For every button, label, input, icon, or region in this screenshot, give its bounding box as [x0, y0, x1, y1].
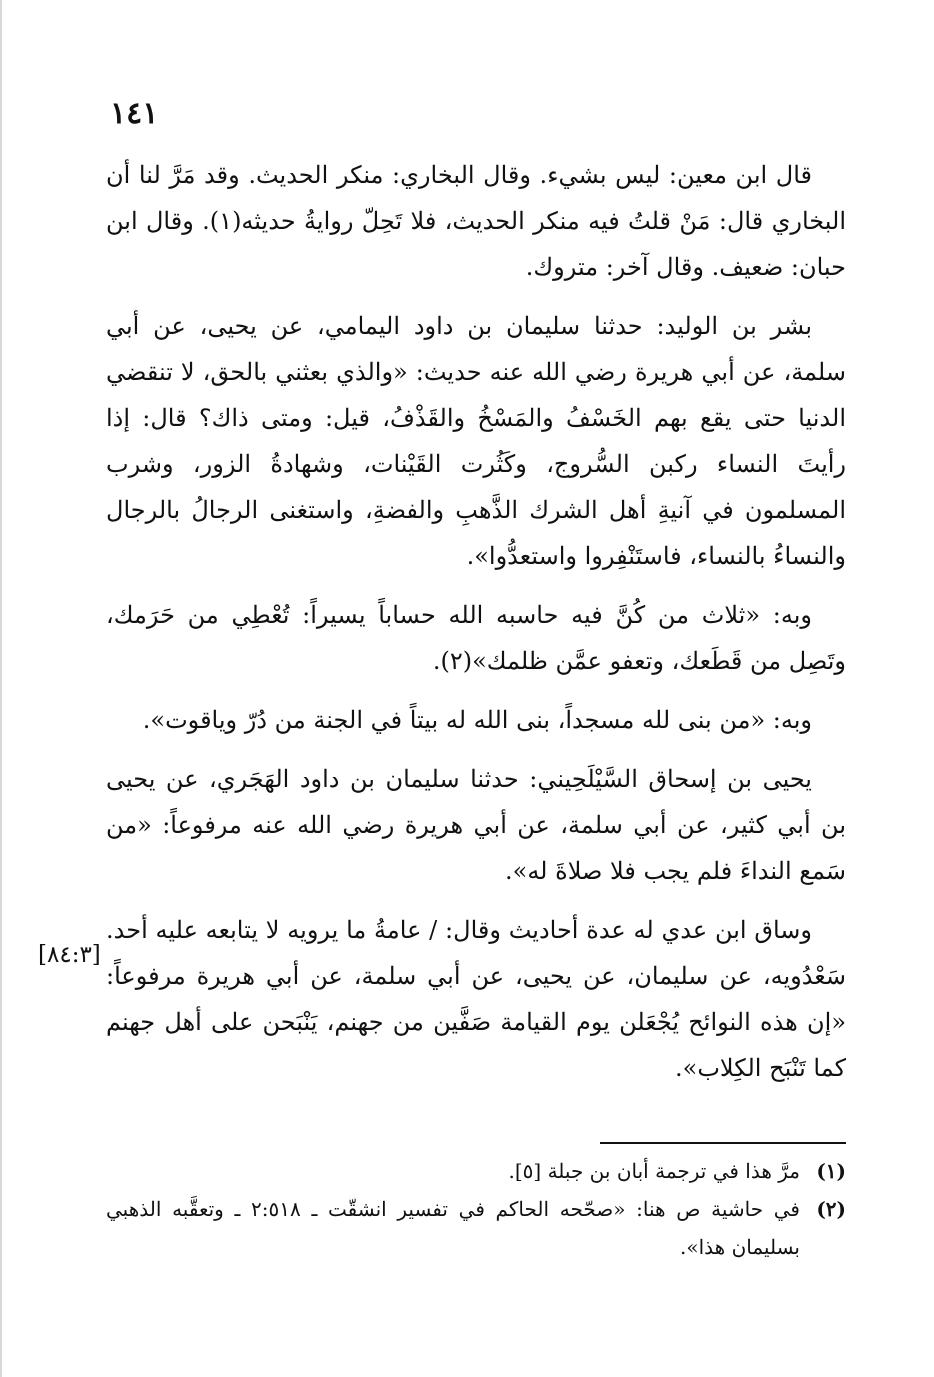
paragraph-yahya-ibn-ishaq: يحيى بن إسحاق السَّيْلَحِيني: حدثنا سليمان بن داود الهَجَري، عن يحيى بن أبي كثير، عن أبي سلمة، عن أبي هريرة رضي الله عنه مرفوعاً: «من سَمع النداءَ فلم يجب فلا صلاةَ له». [106, 765, 846, 885]
footnote-item [106, 1152, 846, 1190]
paragraph-ibn-maeen: قال ابن معين: ليس بشيء. وقال البخاري: منكر الحديث. وقد مَرَّ لنا أن البخاري قال: مَنْ قلتُ فيه منكر الحديث، فلا تَحِلّ روايةُ حديثه(١). وقال ابن حبان: ضعيف. وقال آخر: متروك. [106, 161, 846, 281]
footnote-text: مرَّ هذا في ترجمة أبان بن جبلة [٥]. [508, 1159, 800, 1183]
footnote-number: (٢) [816, 1197, 846, 1221]
margin-reference: [٨٤:٣] [38, 942, 101, 968]
footnotes [106, 1152, 846, 1266]
main-text [106, 152, 846, 1104]
page-number: ١٤١ [110, 96, 159, 131]
paragraph-ibn-adi: وساق ابن عدي له عدة أحاديث وقال: / عامةُ ما يرويه لا يتابعه عليه أحد. سَعْدُويه، عن سليمان، عن يحيى، عن أبي سلمة، عن أبي هريرة مرفوعاً: «إن هذه النوائح يُجْعَلن يوم القيامة صَفَّين من جهنم، يَنْبَحن على أهل جهنم كما تَنْبَح الكِلاب». [106, 916, 846, 1082]
footnote-text: في حاشية ص هنا: «صحّحه الحاكم في تفسير انشقّت ـ ٢:٥١٨ ـ وتعقَّبه الذهبي بسليمان هذا». [106, 1197, 800, 1259]
footnote-separator [600, 1142, 846, 1144]
paragraph-mosque-hadith: وبه: «من بنى لله مسجداً، بنى الله له بيتاً في الجنة من دُرّ وياقوت». [142, 706, 812, 734]
footnote-number: (١) [816, 1159, 846, 1183]
paragraph-three-traits: وبه: «ثلاث من كُنَّ فيه حاسبه الله حساباً يسيراً: تُعْطِي من حَرَمك، وتَصِل من قَطَعك، وتعفو عمَّن ظلمك»(٢). [106, 601, 846, 675]
paragraph-bishr-ibn-al-walid: بشر بن الوليد: حدثنا سليمان بن داود اليمامي، عن يحيى، عن أبي سلمة، عن أبي هريرة رضي الله عنه حديث: «والذي بعثني بالحق، لا تنقضي الدنيا حتى يقع بهم الخَسْفُ والمَسْخُ والقَذْفُ، قيل: ومتى ذاك؟ قال: إذا رأيتَ النساء ركبن السُّروج، وكَثُرت القَيْنات، وشهادةُ الزور، وشرب المسلمون في آنيةِ أهل الشرك الذَّهبِ والفضةِ، واستغنى الرجالُ بالرجال والنساءُ بالنساء، فاستَنْفِروا واستعدُّوا». [106, 312, 846, 570]
footnote-item [106, 1190, 846, 1266]
